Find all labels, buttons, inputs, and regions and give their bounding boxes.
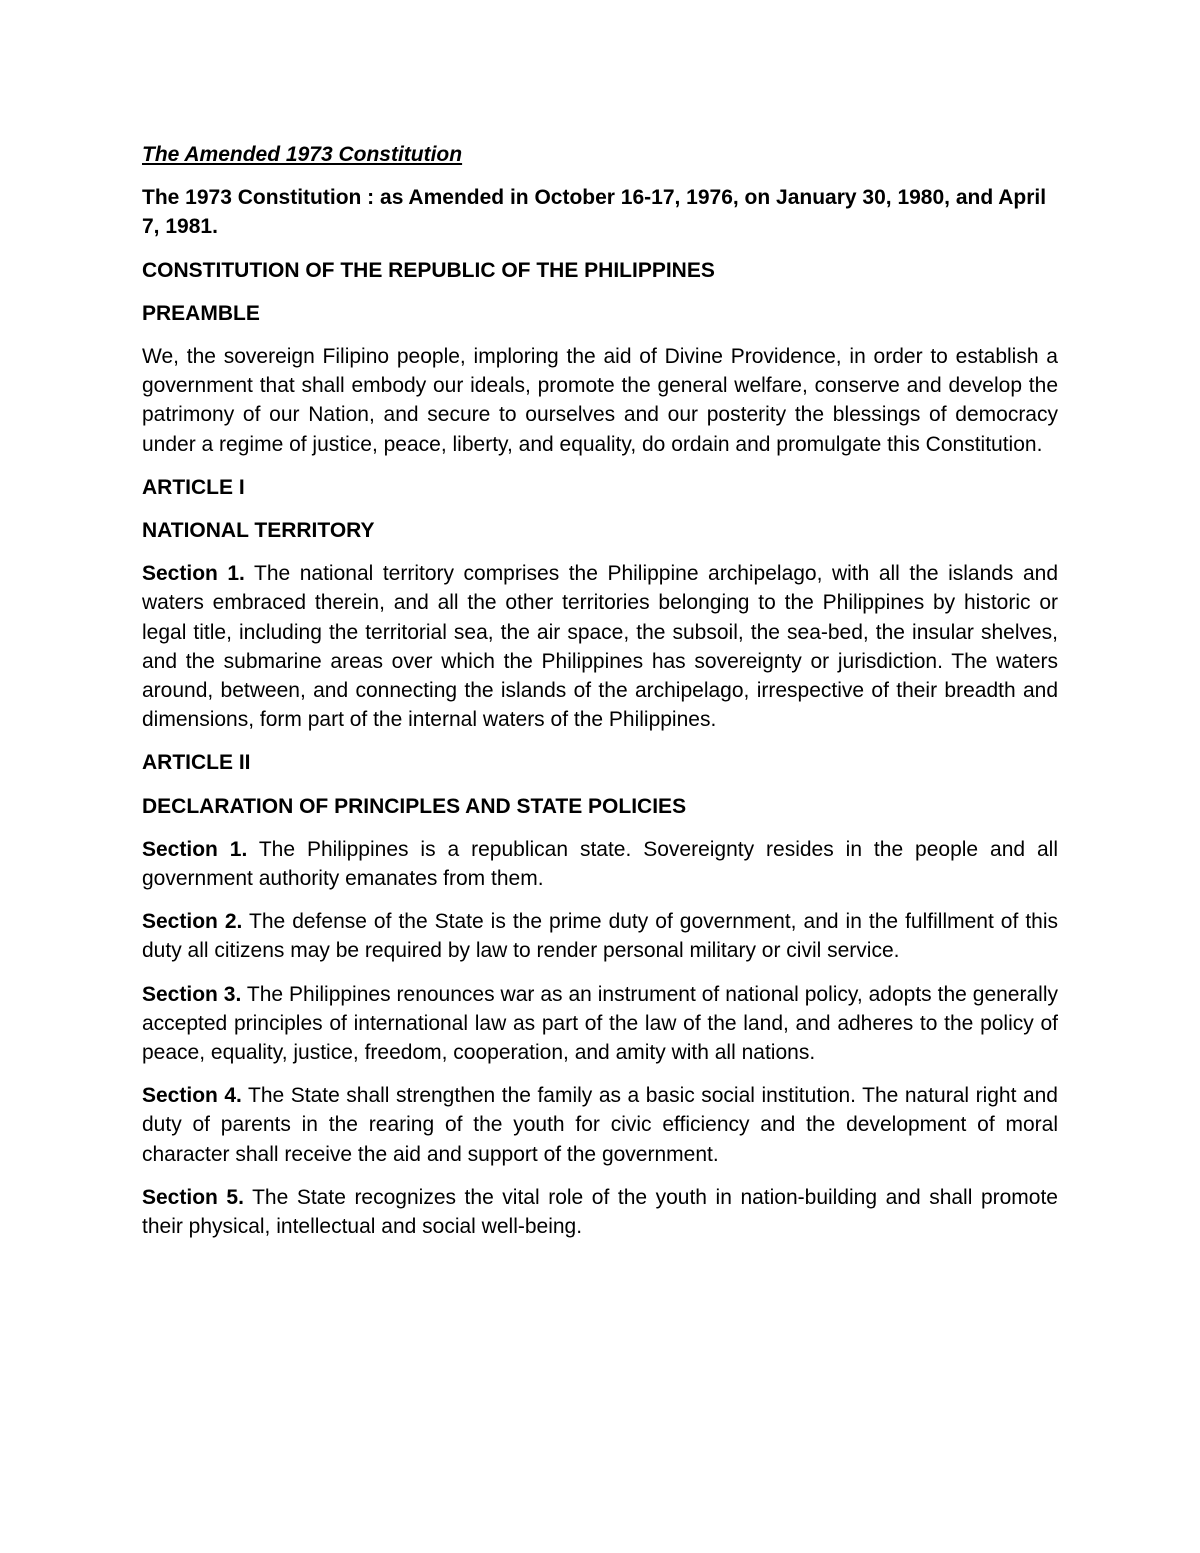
article-2-section-2 — [142, 907, 1058, 965]
article-2-section-5 — [142, 1183, 1058, 1241]
section-label: Section 3. — [142, 982, 242, 1006]
section-label: Section 2. — [142, 910, 243, 934]
section-text: The State shall strengthen the family as a basic social institution. The natural right and duty of parents in the rearing of the youth for civic efficiency and the development of moral character shall receive the aid and support of the government. — [142, 1084, 1058, 1166]
section-label: Section 5. — [142, 1185, 244, 1209]
article-1-title: NATIONAL TERRITORY — [142, 519, 375, 543]
section-text: The State recognizes the vital role of the youth in nation-building and shall promote their physical, intellectual and social well-being. — [142, 1185, 1058, 1239]
preamble-heading: PREAMBLE — [142, 301, 260, 325]
article-1-number: ARTICLE I — [142, 475, 245, 499]
section-label: Section 1. — [142, 837, 248, 861]
section-label: Section 4. — [142, 1084, 242, 1108]
section-text: The national territory comprises the Philippine archipelago, with all the islands and waters embraced therein, and all the other territories belonging to the Philippines by historic or legal title, including the territorial sea, the air space, the subsoil, the sea-bed, the insular shelves, and the submarine areas over which the Philippines has sovereignty or jurisdiction. The waters around, between, and connecting the islands of the archipelago, irrespective of their breadth and dimensions, form part of the internal waters of the Philippines. — [142, 562, 1058, 732]
preamble-text: We, the sovereign Filipino people, imploring the aid of Divine Providence, in order to establish a government that shall embody our ideals, promote the general welfare, conserve and develop the patrimony of our Nation, and secure to ourselves and our posterity the blessings of democracy under a regime of justice, peace, liberty, and equality, do ordain and promulgate this Constitution. — [142, 345, 1058, 456]
article-2-title: DECLARATION OF PRINCIPLES AND STATE POLICIES — [142, 794, 687, 818]
article-2-section-4 — [142, 1081, 1058, 1169]
section-text: The defense of the State is the prime duty of government, and in the fulfillment of this duty all citizens may be required by law to render personal military or civil service. — [142, 910, 1059, 963]
section-text: The Philippines is a republican state. Sovereignty resides in the people and all government authority emanates from them. — [142, 837, 1058, 891]
article-2-number: ARTICLE II — [142, 751, 251, 775]
article-2-section-1 — [142, 835, 1058, 893]
document-subtitle: The 1973 Constitution : as Amended in October 16-17, 1976, on January 30, 1980, and April 7, 1981. — [142, 186, 1047, 239]
section-label: Section 1. — [142, 562, 245, 586]
document-title: The Amended 1973 Constitution — [142, 143, 463, 166]
main-heading: CONSTITUTION OF THE REPUBLIC OF THE PHILIPPINES — [142, 258, 715, 282]
article-1-section-1 — [142, 559, 1058, 734]
article-2-section-3 — [142, 980, 1058, 1068]
document-page — [142, 140, 1058, 1255]
section-text: The Philippines renounces war as an instrument of national policy, adopts the generally accepted principles of international law as part of the law of the land, and adheres to the policy of peace, equality, justice, freedom, cooperation, and amity with all nations. — [142, 982, 1058, 1065]
